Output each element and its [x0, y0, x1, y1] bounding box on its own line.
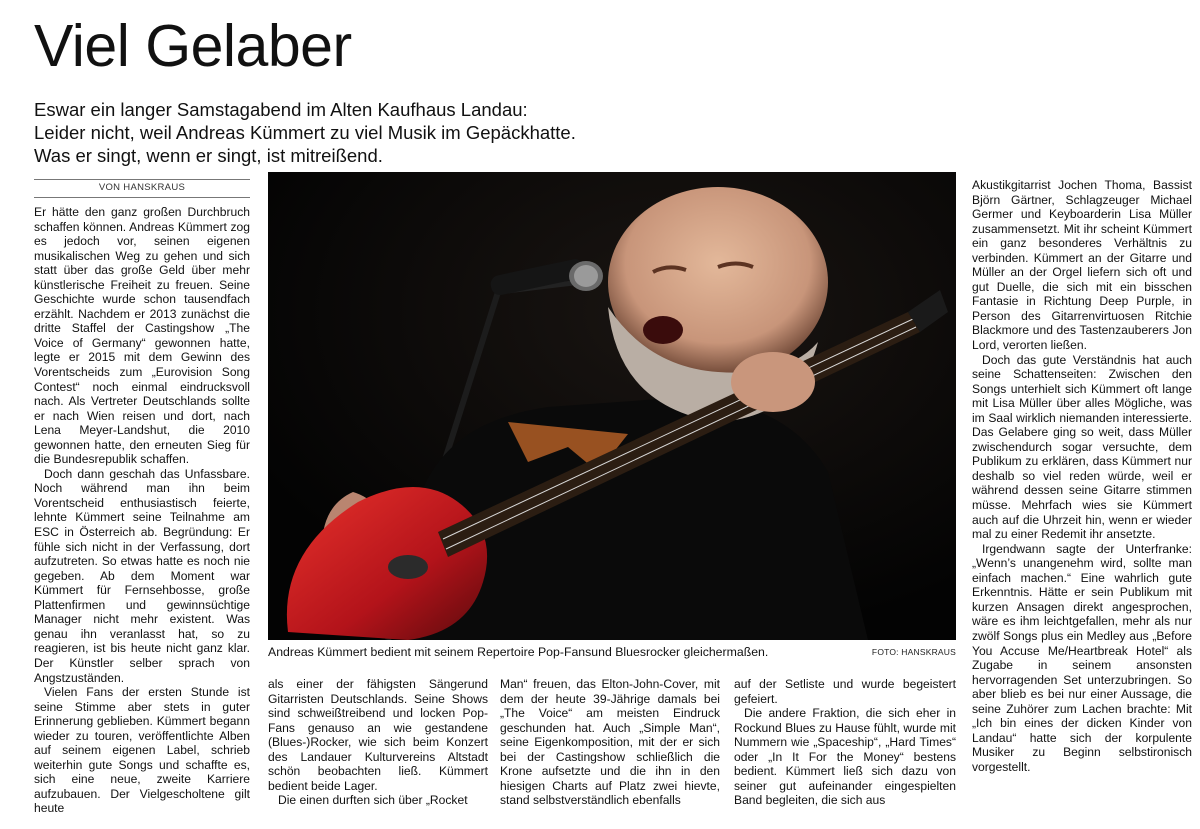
byline-rule	[34, 197, 250, 198]
body-paragraph: Man“ freuen, das Elton-John-Cover, mit dem der heute 39-Jährige damals bei „The Voice“ am meisten Eindruck geschunden hat. Auch „Simple Man“, seine Eigenkomposition, mit der er sich bei der Castingshow schließlich die Krone aufsetzte und die ihn in den hiesigen Charts auf Platz zwei hievte, stand selbstverständlich ebenfalls	[500, 677, 720, 808]
byline-rule	[34, 179, 250, 180]
photo-caption-row	[268, 644, 956, 662]
lead-line: Eswar ein langer Samstagabend im Alten Kaufhaus Landau:	[34, 99, 528, 120]
article-column-1	[34, 205, 250, 821]
article-column-5	[972, 178, 1192, 823]
article-column-3	[500, 677, 720, 823]
photo-caption: Andreas Kümmert bedient mit seinem Repertoire Pop-Fansund Bluesrocker gleichermaßen.	[268, 645, 769, 659]
body-paragraph: Die einen durften sich über „Rocket	[278, 793, 468, 808]
concert-photo	[268, 172, 956, 640]
body-paragraph: auf der Setliste und wurde begeistert gefeiert.	[734, 677, 956, 706]
body-paragraph: Irgendwann sagte der Unterfranke: „Wenn’s unangenehm wird, sollte man einfach machen.“ Eine wahrlich gute Erkenntnis. Hätte er sein Publikum mit kurzen Ansagen direkt angesprochen, wäre es ihm leichtgefallen, mehr als nur zwölf Songs plus ein Medley aus „Before You Accuse Me/Heartbreak Hotel“ als Zugabe in seinem ansonsten hervorragenden Set unterzubringen. So aber blieb es bei nur einer Aussage, die seine Zuhörer zum Lachen brachte: Mit „Ich bin eines der dicken Kinder von Landau“ hatte sich der korpulente Musiker zu Beginn selbstironisch vorgestellt.	[972, 541, 1192, 774]
body-paragraph: Akustikgitarrist Jochen Thoma, Bassist Björn Gärtner, Schlagzeuger Michael Germer und Keyboarderin Lisa Müller zusammensetzt. Mit ihr scheint Kümmert ein ganz besonderes Verhältnis zu verbinden. Kümmert an der Gitarre und Müller an der Orgel liefern sich oft und gut Duelle, die sich mit ein bisschen Fantasie in Richtung Deep Purple, in Person des Gitarrenvirtuosen Ritchie Blackmore und des Tastenzauberers Jon Lord, verorten ließen.	[972, 178, 1192, 353]
lead-line: Leider nicht, weil Andreas Kümmert zu viel Musik im Gepäckhatte.	[34, 122, 576, 143]
article-column-2	[268, 677, 488, 823]
body-paragraph: Doch dann geschah das Unfassbare. Noch während man ihn beim Vorentscheid enthusiastisch feierte, lehnte Kümmert seine Teilnahme am ESC in Österreich ab. Begründung: Er fühle sich nicht in der Verfassung, dort aufzutreten. So etwas hatte es noch nie gegeben. Ab dem Moment war Kümmert für Fernsehbosse, große Plattenfirmen und gewinnsüchtige Manager nicht mehr existent. Was genau ihn veranlasst hat, so zu reagieren, ist bis heute nicht ganz klar. Der Künstler selber sprach von Angstzuständen.	[34, 466, 250, 685]
guitarist-illustration	[268, 172, 956, 640]
body-paragraph: Er hätte den ganz großen Durchbruch schaffen können. Andreas Kümmert zog es jedoch vor, seinen eigenen musikalischen Weg zu gehen und sich statt über das große Geld über mehr künstlerische Freiheit zu freuen. Seine Geschichte wurde schon tausendfach erzählt. Nachdem er 2013 zunächst die dritte Staffel der Castingshow „The Voice of Germany“ gewonnen hatte, legte er 2015 mit dem Gewinn des Vorentscheids zum „Eurovision Song Contest“ noch einmal eindrucksvoll nach. Als Vertreter Deutschlands sollte er nach Wien reisen und dort, nach Lena Meyer-Landshut, die 2010 gewonnen hatte, den erneuten Sieg für die Bundesrepublik schaffen.	[34, 205, 250, 467]
headline: Viel Gelaber	[34, 13, 352, 79]
lead-line: Was er singt, wenn er singt, ist mitreißend.	[34, 145, 383, 166]
lead-paragraph	[34, 98, 594, 167]
body-paragraph: Doch das gute Verständnis hat auch seine Schattenseiten: Zwischen den Songs unterhielt sich Kümmert oft lange mit Lisa Müller über alles Mögliche, was im Saal wirklich niemanden interessierte. Das Gelabere ging so weit, dass Müller zwischendurch sogar versuchte, dem Publikum zu erklären, dass Kümmert nur deshalb so viel reden würde, weil er während dessen seine Gitarre stimmen müsse. Mehrfach wies sie Kümmert auch auf die Uhrzeit hin, wenn er wieder mal zu einer Redemit ihr ansetzte.	[972, 352, 1192, 542]
byline: VON HANSKRAUS	[98, 182, 186, 193]
article-column-4	[734, 677, 956, 823]
body-paragraph: Vielen Fans der ersten Stunde ist seine Stimme aber stets in guter Erinnerung geblieben. Kümmert begann wieder zu touren, veröffentlichte Alben auf seinem eigenen Label, schrieb weiterhin gute Songs und schaffte es, sich eine neue, zweite Karriere aufzubauen. Der Vielgescholtene gilt heute	[34, 685, 250, 816]
body-paragraph: Die andere Fraktion, die sich eher in Rockund Blues zu Hause fühlt, wurde mit Nummern wie „Spaceship“, „Hard Times“ oder „In It For the Money“ bestens bedient. Kümmert ließ sich dazu von seiner gut aufeinander eingespielten Band begleiten, die sich aus	[734, 706, 956, 808]
body-paragraph: als einer der fähigsten Sängerund Gitarristen Deutschlands. Seine Shows sind schweißtreibend und locken Pop-Fans genauso an wie gestandene (Blues-)Rocker, wie sich beim Konzert des Landauer Kulturvereins Altstadt schön beobachten ließ. Kümmert bedient beide Lager.	[268, 677, 488, 793]
photo-credit: FOTO: HANSKRAUS	[871, 647, 956, 657]
